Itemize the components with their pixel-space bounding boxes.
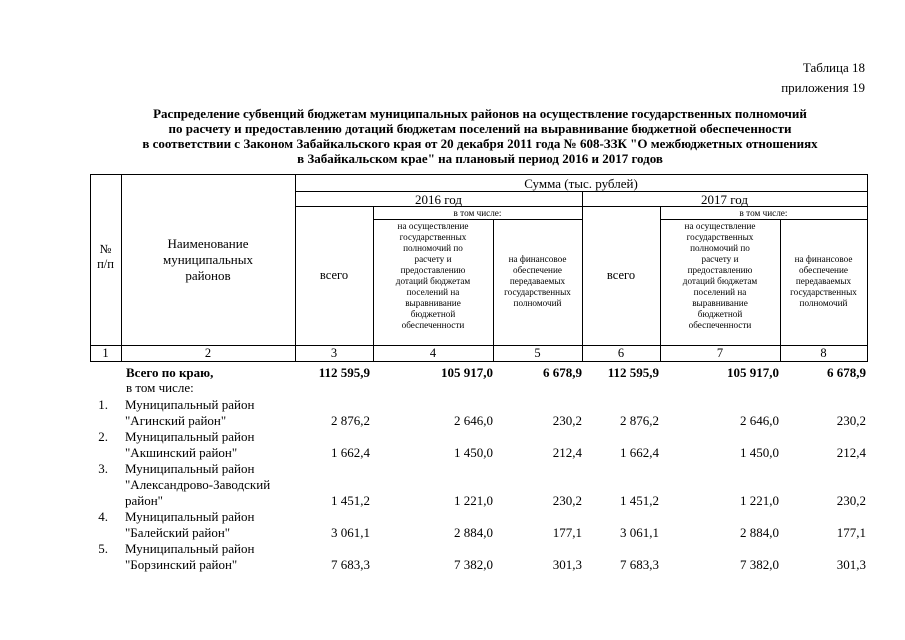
column-number: 8 <box>820 346 827 360</box>
table-cell: 177,1 <box>552 525 582 540</box>
column-number: 4 <box>429 346 437 360</box>
header-text-line: обеспеченности <box>401 320 465 330</box>
header-text-line: полномочий <box>513 298 562 308</box>
header-text-line: предоставлению <box>400 265 466 275</box>
column-number: 1 <box>102 346 109 360</box>
header-year-2016: 2016 год <box>415 192 462 207</box>
header-incl: в том числе: <box>453 208 502 218</box>
grid-line <box>867 174 868 362</box>
table-cell: 7 683,3 <box>620 557 659 572</box>
header-powers-2017 <box>660 221 780 331</box>
row-name: Муниципальный район <box>125 509 255 524</box>
table-cell: 7 382,0 <box>454 557 493 572</box>
header-text-line: поселений на <box>693 287 747 297</box>
header-text-line: государственных <box>790 287 857 297</box>
header-text-line: расчету и <box>701 254 739 264</box>
grid-line <box>90 174 867 175</box>
header-year-2017: 2017 год <box>701 192 748 207</box>
table-label: Таблица 18 <box>802 60 865 75</box>
header-text-line: передаваемых <box>795 276 852 286</box>
table-cell: 7 683,3 <box>331 557 370 572</box>
header-total: всего <box>606 268 636 282</box>
title-line: в соответствии с Законом Забайкальского края от 20 декабря 2011 года № 608-ЗЗК "О межбюджетных отношениях <box>142 136 818 151</box>
header-text-line: обеспечение <box>799 265 848 275</box>
header-text-line: на осуществление <box>397 221 469 231</box>
header-text-line: выравнивание <box>692 298 748 308</box>
table-cell: 230,2 <box>836 493 866 508</box>
header-text-line: на финансовое <box>794 254 853 264</box>
row-name: район" <box>125 493 163 508</box>
header-text-line: дотаций бюджетам <box>395 276 471 286</box>
header-text-line: поселений на <box>406 287 460 297</box>
header-finance-2016 <box>493 254 582 309</box>
row-name: "Александрово-Заводский <box>125 477 271 492</box>
header-text-line: выравнивание <box>405 298 461 308</box>
grid-line <box>90 361 867 362</box>
header-text-line: полномочий по <box>403 243 463 253</box>
column-number: 7 <box>716 346 724 360</box>
table-cell: 1 221,0 <box>740 493 779 508</box>
header-name: муниципальных <box>162 252 253 267</box>
header-text-line: бюджетной <box>697 309 743 319</box>
header-text-line: дотаций бюджетам <box>682 276 758 286</box>
appendix-label: приложения 19 <box>781 80 865 95</box>
table-cell: 105 917,0 <box>727 365 779 380</box>
row-name: Муниципальный район <box>125 397 255 412</box>
table-cell: 212,4 <box>552 445 582 460</box>
table-cell: 112 595,9 <box>318 365 370 380</box>
row-number: 4. <box>98 509 108 524</box>
table-cell: 1 221,0 <box>454 493 493 508</box>
table-cell: 112 595,9 <box>607 365 659 380</box>
table-cell: 3 061,1 <box>620 525 659 540</box>
header-text-line: расчету и <box>414 254 452 264</box>
header-text-line: государственных <box>504 287 571 297</box>
totals-sublabel: в том числе: <box>126 380 194 395</box>
row-name: Муниципальный район <box>125 461 255 476</box>
header-powers-2016 <box>373 221 493 331</box>
column-number: 6 <box>617 346 625 360</box>
header-name: районов <box>185 268 231 283</box>
column-number: 3 <box>330 346 338 360</box>
row-number: 2. <box>98 429 108 444</box>
table-cell: 2 876,2 <box>331 413 370 428</box>
column-number: 5 <box>534 346 541 360</box>
table-cell: 2 646,0 <box>454 413 493 428</box>
header-text-line: на осуществление <box>684 221 756 231</box>
column-number: 2 <box>204 346 212 360</box>
row-name: "Борзинский район" <box>125 557 238 572</box>
header-text-line: передаваемых <box>509 276 566 286</box>
header-sum: Сумма (тыс. рублей) <box>524 176 638 191</box>
totals-label: Всего по краю, <box>126 365 214 380</box>
grid-line <box>660 219 867 220</box>
table-cell: 2 884,0 <box>740 525 779 540</box>
title-line: по расчету и предоставлению дотаций бюджетам поселений на выравнивание бюджетной обеспеченности <box>168 121 792 136</box>
row-name: "Балейский район" <box>125 525 231 540</box>
table-cell: 1 451,2 <box>620 493 659 508</box>
table-cell: 1 450,0 <box>454 445 493 460</box>
table-cell: 212,4 <box>836 445 866 460</box>
header-name: Наименование <box>167 236 249 251</box>
table-cell: 301,3 <box>836 557 866 572</box>
header-text-line: на финансовое <box>508 254 567 264</box>
table-cell: 6 678,9 <box>827 365 866 380</box>
table-cell: 2 876,2 <box>620 413 659 428</box>
table-cell: 2 884,0 <box>454 525 493 540</box>
table-cell: 105 917,0 <box>441 365 493 380</box>
table-cell: 1 450,0 <box>740 445 779 460</box>
header-finance-2017 <box>780 254 867 309</box>
table-cell: 7 382,0 <box>740 557 779 572</box>
row-name: "Агинский район" <box>125 413 227 428</box>
table-cell: 230,2 <box>836 413 866 428</box>
header-total: всего <box>319 268 349 282</box>
row-number: 1. <box>98 397 108 412</box>
row-name: Муниципальный район <box>125 429 255 444</box>
header-num: № <box>99 242 112 256</box>
table-cell: 301,3 <box>552 557 582 572</box>
title-line: в Забайкальском крае" на плановый период 2016 и 2017 годов <box>297 151 663 166</box>
header-text-line: государственных <box>686 232 754 242</box>
table-cell: 177,1 <box>836 525 866 540</box>
header-incl: в том числе: <box>739 208 788 218</box>
header-text-line: обеспечение <box>513 265 562 275</box>
header-text-line: государственных <box>399 232 467 242</box>
table-cell: 2 646,0 <box>740 413 779 428</box>
header-text-line: полномочий по <box>690 243 750 253</box>
header-text-line: обеспеченности <box>688 320 752 330</box>
grid-line <box>373 219 582 220</box>
row-number: 3. <box>98 461 108 476</box>
table-cell: 3 061,1 <box>331 525 370 540</box>
table-cell: 1 662,4 <box>620 445 659 460</box>
row-name: Муниципальный район <box>125 541 255 556</box>
header-num: п/п <box>97 257 114 271</box>
title-line: Распределение субвенций бюджетам муниципальных районов на осуществление государственных полномочий <box>153 106 807 121</box>
table-cell: 1 451,2 <box>331 493 370 508</box>
header-text-line: предоставлению <box>687 265 753 275</box>
header-text-line: полномочий <box>799 298 848 308</box>
table-cell: 230,2 <box>552 493 582 508</box>
row-number: 5. <box>98 541 108 556</box>
table-cell: 1 662,4 <box>331 445 370 460</box>
header-text-line: бюджетной <box>410 309 456 319</box>
table-cell: 230,2 <box>552 413 582 428</box>
row-name: "Акшинский район" <box>125 445 238 460</box>
table-cell: 6 678,9 <box>543 365 582 380</box>
